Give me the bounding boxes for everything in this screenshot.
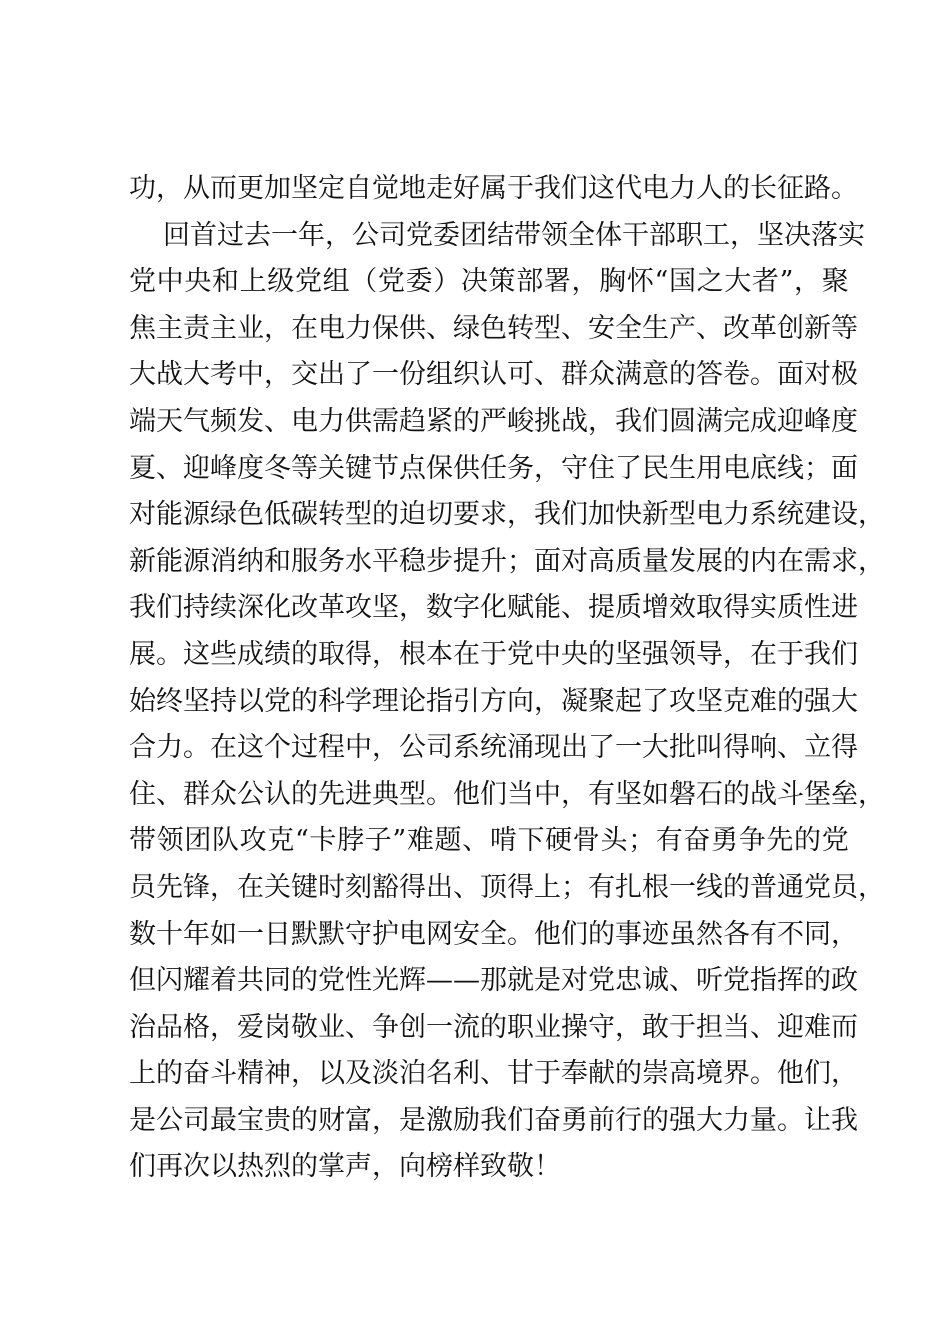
text-line: 党 中 央 和 上 级 党 组 （ 党 委 ） 决 策 部 署 ， 胸 怀 “ 国 之 大 者 ” ， 聚 xyxy=(129,266,849,298)
text-line: 是 公 司 最 宝 贵 的 财 富 ， 是 激 励 我 们 奋 勇 前 行 的 强 大 力 量 。 让 我 xyxy=(129,1104,858,1136)
text-line: 带 领 团 队 攻 克 “ 卡 脖 子 ” 难 题 、 啃 下 硬 骨 头 ； 有 奋 勇 争 先 的 党 xyxy=(129,825,849,857)
text-line: 功，从而更加坚定自觉地走好属于我们这代电力人的长征路。 xyxy=(129,173,858,204)
body-text xyxy=(129,166,885,1191)
text-line: 住 、 群 众 公 认 的 先 进 典 型 。 他 们 当 中 ， 有 坚 如 磐 石 的 战 斗 堡 垒 ， xyxy=(129,778,885,810)
text-line: 对 能 源 绿 色 低 碳 转 型 的 迫 切 要 求 ， 我 们 加 快 新 型 电 力 系 统 建 设 ， xyxy=(129,499,885,531)
text-line: 焦 主 责 主 业 ， 在 电 力 保 供 、 绿 色 转 型 、 安 全 生 产 、 改 革 创 新 等 xyxy=(129,312,858,344)
text-line: 我 们 持 续 深 化 改 革 攻 坚 ， 数 字 化 赋 能 、 提 质 增 效 取 得 实 质 性 进 xyxy=(129,592,858,624)
text-line: 数 十 年 如 一 日 默 默 守 护 电 网 安 全 。 他 们 的 事 迹 虽 然 各 有 不 同 ， xyxy=(129,918,858,950)
text-line: 新 能 源 消 纳 和 服 务 水 平 稳 步 提 升 ； 面 对 高 质 量 发 展 的 内 在 需 求 ， xyxy=(129,545,885,577)
text-line: 员 先 锋 ， 在 关 键 时 刻 豁 得 出 、 顶 得 上 ； 有 扎 根 一 线 的 普 通 党 员 ， xyxy=(129,871,885,903)
text-line: 上 的 奋 斗 精 神 ， 以 及 淡 泊 名 利 、 甘 于 奉 献 的 崇 高 境 界 。 他 们 ， xyxy=(129,1058,858,1090)
text-line: 治 品 格 ， 爱 岗 敬 业 、 争 创 一 流 的 职 业 操 守 ， 敢 于 担 当 、 迎 难 而 xyxy=(129,1011,858,1043)
text-line: 展 。 这 些 成 绩 的 取 得 ， 根 本 在 于 党 中 央 的 坚 强 领 导 ， 在 于 我 们 xyxy=(129,638,858,670)
text-line: 夏 、 迎 峰 度 冬 等 关 键 节 点 保 供 任 务 ， 守 住 了 民 生 用 电 底 线 ； 面 xyxy=(129,452,858,484)
text-line: 们再次以热烈的掌声，向榜样致敬！ xyxy=(129,1151,561,1183)
text-line: 端 天 气 频 发 、 电 力 供 需 趋 紧 的 严 峻 挑 战 ， 我 们 圆 满 完 成 迎 峰 度 xyxy=(129,405,858,437)
text-line: 但 闪 耀 着 共 同 的 党 性 光 辉 — — 那 就 是 对 党 忠 诚 、 听 党 指 挥 的 政 xyxy=(129,965,858,997)
text-line: 始 终 坚 持 以 党 的 科 学 理 论 指 引 方 向 ， 凝 聚 起 了 攻 坚 克 难 的 强 大 xyxy=(129,685,858,717)
text-line: 合 力 。 在 这 个 过 程 中 ， 公 司 系 统 涌 现 出 了 一 大 批 叫 得 响 、 立 得 xyxy=(129,732,858,764)
text-line: 回 首 过 去 一 年 ， 公 司 党 委 团 结 带 领 全 体 干 部 职 工 ， 坚 决 落 实 xyxy=(163,219,865,251)
text-line: 大 战 大 考 中 ， 交 出 了 一 份 组 织 认 可 、 群 众 满 意 的 答 卷 。 面 对 极 xyxy=(129,359,858,391)
